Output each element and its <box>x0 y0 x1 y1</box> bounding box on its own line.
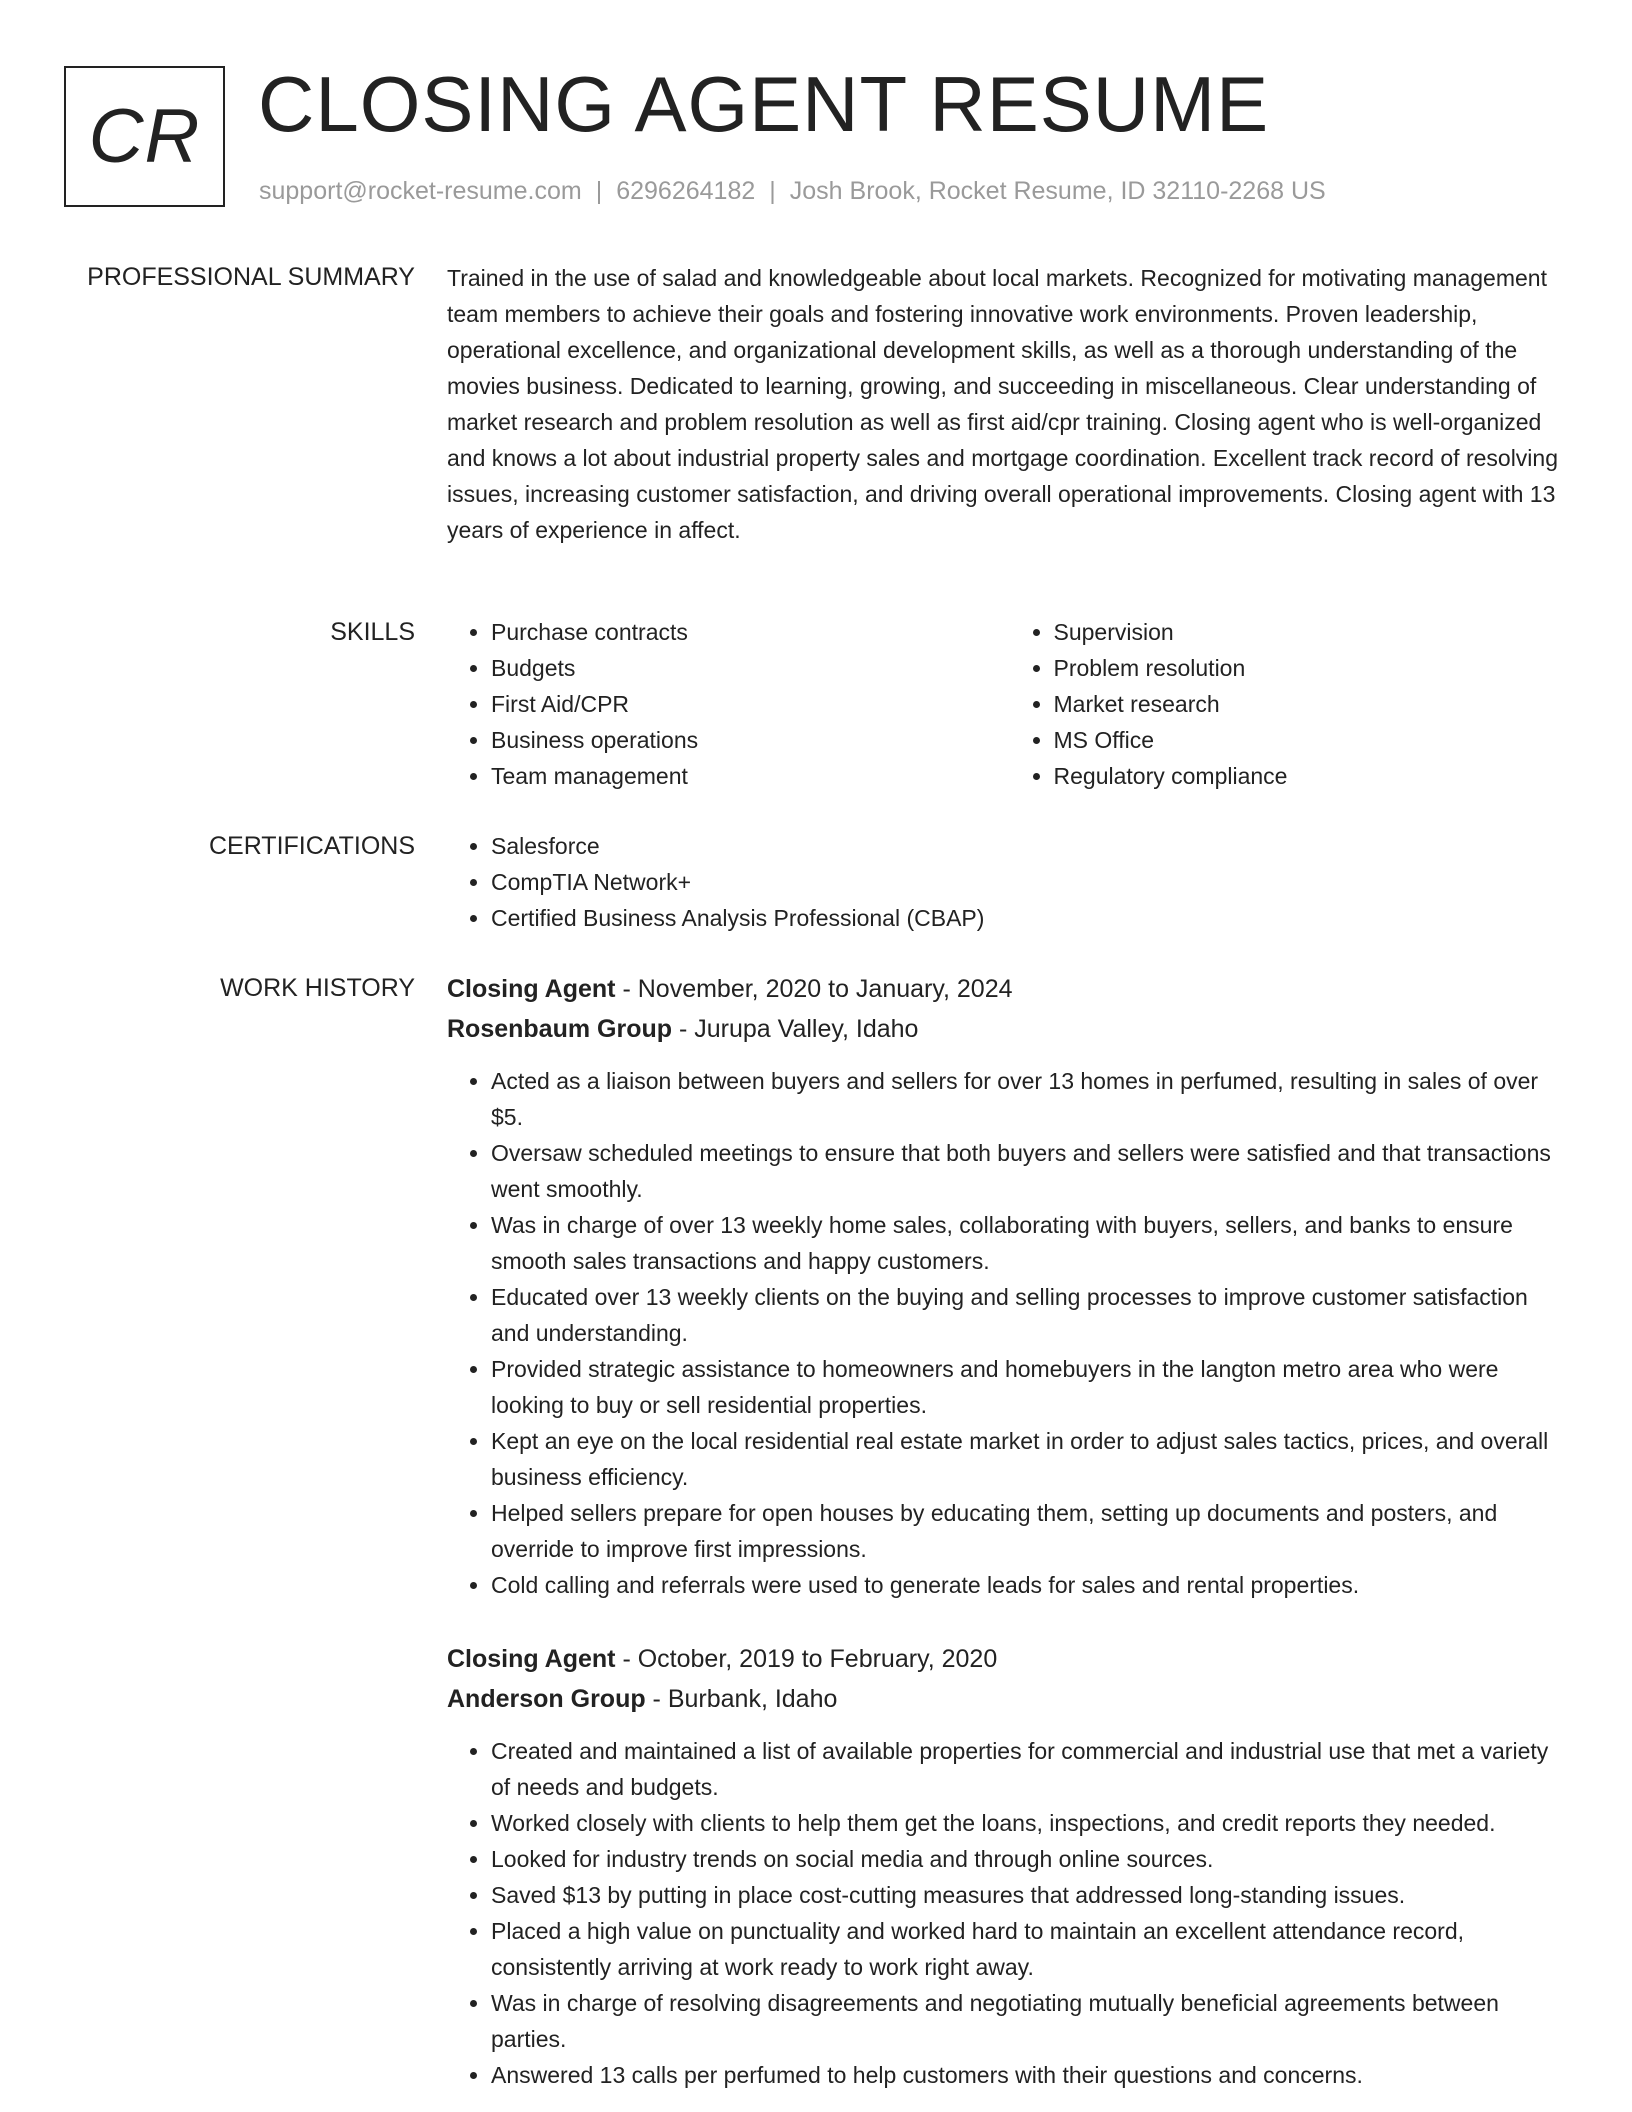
list-item: • Market research <box>1054 686 1573 722</box>
list-item: • Problem resolution <box>1054 650 1573 686</box>
contact-line <box>259 174 1326 208</box>
list-item: • First Aid/CPR <box>491 686 1010 722</box>
list-item: • Was in charge of resolving disagreements and negotiating mutually beneficial agreements between parties. <box>491 1985 1572 2057</box>
job-title: Closing Agent <box>447 975 616 1003</box>
list-item: • Team management <box>491 758 1010 794</box>
section-label-certifications: CERTIFICATIONS <box>208 832 415 860</box>
skills-list <box>447 614 1572 794</box>
contact-phone: 6296264182 <box>616 177 756 205</box>
job-bullets <box>447 1063 1572 1603</box>
certifications-bullets <box>447 828 1572 936</box>
list-item: • Business operations <box>491 722 1010 758</box>
list-item: • Acted as a liaison between buyers and sellers for over 13 homes in perfumed, resulting in sales of over $5. <box>491 1063 1572 1135</box>
job-title-line <box>447 969 1572 1009</box>
page-title: CLOSING AGENT RESUME <box>258 60 1270 148</box>
list-item: • Oversaw scheduled meetings to ensure that both buyers and sellers were satisfied and that transactions went smoothly. <box>491 1135 1572 1207</box>
list-item: • Helped sellers prepare for open houses by educating them, setting up documents and posters, and override to improve first impressions. <box>491 1495 1572 1567</box>
list-item: • Cold calling and referrals were used to generate leads for sales and rental properties. <box>491 1567 1572 1603</box>
contact-separator: | <box>769 177 776 205</box>
list-item: • Salesforce <box>491 828 1572 864</box>
job-title-line <box>447 1639 1572 1679</box>
contact-separator: | <box>595 177 603 205</box>
list-item: • Worked closely with clients to help them get the loans, inspections, and credit reports they needed. <box>491 1805 1572 1841</box>
job-entry <box>447 1639 1572 2093</box>
skills-column-right <box>1010 614 1573 794</box>
skills-column-left <box>447 614 1010 794</box>
list-item: • MS Office <box>1054 722 1573 758</box>
job-location: - Burbank, Idaho <box>645 1685 838 1713</box>
job-company: Anderson Group <box>447 1685 646 1713</box>
list-item: • CompTIA Network+ <box>491 864 1572 900</box>
job-company-line <box>447 1009 1572 1049</box>
list-item: • Kept an eye on the local residential real estate market in order to adjust sales tactics, prices, and overall business efficiency. <box>491 1423 1572 1495</box>
list-item: • Regulatory compliance <box>1054 758 1573 794</box>
job-entry <box>447 969 1572 1603</box>
certifications-list <box>447 828 1572 936</box>
job-location: - Jurupa Valley, Idaho <box>672 1015 919 1043</box>
list-item: • Created and maintained a list of available properties for commercial and industrial use that met a variety of needs and budgets. <box>491 1733 1572 1805</box>
job-dates: - October, 2019 to February, 2020 <box>615 1645 998 1673</box>
job-bullets <box>447 1733 1572 2093</box>
job-company: Rosenbaum Group <box>447 1015 673 1043</box>
section-label-skills: SKILLS <box>330 618 415 646</box>
list-item: • Supervision <box>1054 614 1573 650</box>
job-company-line <box>447 1679 1572 1719</box>
list-item: • Placed a high value on punctuality and worked hard to maintain an excellent attendance record, consistently arriving at work ready to work right away. <box>491 1913 1572 1985</box>
list-item: • Looked for industry trends on social media and through online sources. <box>491 1841 1572 1877</box>
list-item: • Saved $13 by putting in place cost-cutting measures that addressed long-standing issues. <box>491 1877 1572 1913</box>
list-item: • Educated over 13 weekly clients on the buying and selling processes to improve customer satisfaction and understanding. <box>491 1279 1572 1351</box>
monogram-logo: CR <box>64 66 225 207</box>
list-item: • Provided strategic assistance to homeowners and homebuyers in the langton metro area who were looking to buy or sell residential properties. <box>491 1351 1572 1423</box>
contact-email: support@rocket-resume.com <box>259 177 582 205</box>
list-item: • Answered 13 calls per perfumed to help customers with their questions and concerns. <box>491 2057 1572 2093</box>
job-title: Closing Agent <box>447 1645 616 1673</box>
contact-address: Josh Brook, Rocket Resume, ID 32110-2268 US <box>789 177 1326 205</box>
section-label-work-history: WORK HISTORY <box>220 974 415 1002</box>
job-dates: - November, 2020 to January, 2024 <box>615 975 1013 1003</box>
summary-text: Trained in the use of salad and knowledgeable about local markets. Recognized for motivating management team members to achieve their goals and fostering innovative work environments. Proven leadership, operational excellence, and organizational development skills, as well as a thorough understanding of the movies business. Dedicated to learning, growing, and succeeding in miscellaneous. Clear understanding of market research and problem resolution as well as first aid/cpr training. Closing agent who is well-organized and knows a lot about industrial property sales and mortgage coordination. Excellent track record of resolving issues, increasing customer satisfaction, and driving overall operational improvements. Closing agent with 13 years of experience in affect. <box>447 265 1558 543</box>
list-item: • Certified Business Analysis Professional (CBAP) <box>491 900 1572 936</box>
list-item: • Was in charge of over 13 weekly home sales, collaborating with buyers, sellers, and banks to ensure smooth sales transactions and happy customers. <box>491 1207 1572 1279</box>
list-item: • Purchase contracts <box>491 614 1010 650</box>
list-item: • Budgets <box>491 650 1010 686</box>
section-label-summary: PROFESSIONAL SUMMARY <box>87 263 415 291</box>
